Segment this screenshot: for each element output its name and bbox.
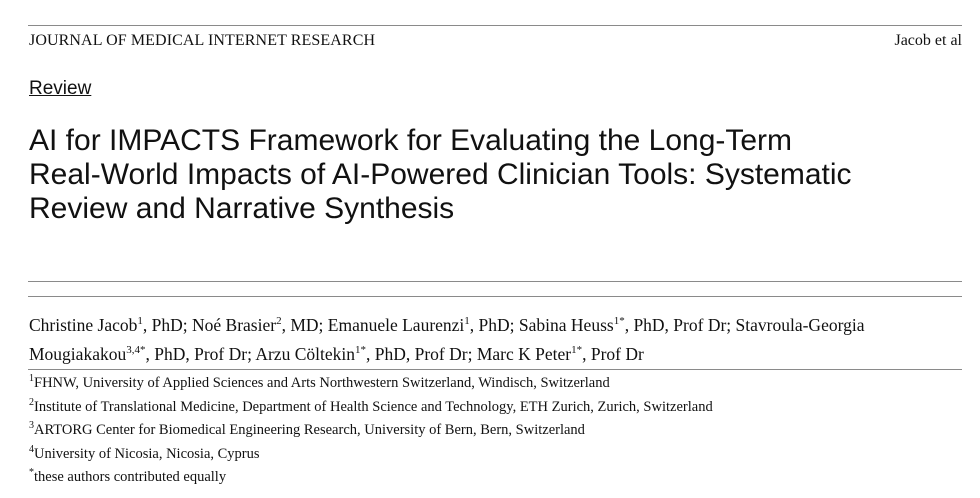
author-affil-mark: 1* xyxy=(571,344,583,356)
author-degrees: , PhD, Prof Dr; xyxy=(624,315,736,335)
journal-name: JOURNAL OF MEDICAL INTERNET RESEARCH xyxy=(29,32,376,49)
affiliation-mark: 2 xyxy=(29,396,34,408)
author-degrees: , Prof Dr xyxy=(582,344,644,364)
affiliation-mark: 4 xyxy=(29,443,34,455)
author-degrees: , MD; xyxy=(281,315,328,335)
author-degrees: , PhD; xyxy=(469,315,519,335)
author-affil-mark: 2 xyxy=(276,315,282,327)
affiliation-item xyxy=(29,372,979,396)
title-line: AI for IMPACTS Framework for Evaluating the Long-Term xyxy=(29,124,793,157)
author-name: Mougiakakou xyxy=(29,344,127,364)
author-name: Sabina Heuss xyxy=(518,315,614,335)
affiliation-text: Institute of Translational Medicine, Department of Health Science and Technology, ETH Zurich, Zurich, Switzerland xyxy=(34,398,713,415)
header-top-rule xyxy=(28,25,962,26)
author-name: Christine Jacob xyxy=(29,315,138,335)
affiliation-text: ARTORG Center for Biomedical Engineering Research, University of Bern, Bern, Switzerland xyxy=(34,422,585,438)
author-line xyxy=(29,340,979,369)
author-affil-mark: 1 xyxy=(137,315,143,327)
author-affil-mark: 1 xyxy=(464,315,470,327)
author-affil-mark: 1* xyxy=(613,315,625,327)
author-name: Noé Brasier xyxy=(192,315,277,335)
affiliation-item xyxy=(29,466,979,490)
section-label-link[interactable]: Review xyxy=(29,78,92,99)
author-affil-mark: 1* xyxy=(354,344,366,356)
author-degrees: , PhD; xyxy=(142,315,192,335)
affiliation-list xyxy=(29,372,979,490)
author-name: Stavroula-Georgia xyxy=(735,315,865,335)
authors-top-rule xyxy=(28,296,962,297)
affiliation-text: University of Nicosia, Nicosia, Cyprus xyxy=(34,445,260,462)
author-degrees: , PhD, Prof Dr; xyxy=(365,344,477,364)
affiliation-text: FHNW, University of Applied Sciences and Arts Northwestern Switzerland, Windisch, Switzerland xyxy=(34,375,610,391)
title-line: Review and Narrative Synthesis xyxy=(29,192,455,225)
article-title xyxy=(29,124,969,226)
affiliation-mark: * xyxy=(29,467,34,478)
running-head: Jacob et al xyxy=(894,32,962,49)
title-line: Real-World Impacts of AI-Powered Clinician Tools: Systematic xyxy=(29,158,852,191)
affiliation-mark: 3 xyxy=(29,420,34,431)
author-affil-mark: 3,4* xyxy=(126,344,146,356)
author-degrees: , PhD, Prof Dr; xyxy=(145,344,256,364)
affiliation-item xyxy=(29,443,979,467)
author-name: Emanuele Laurenzi xyxy=(327,315,465,335)
title-bottom-rule xyxy=(28,281,962,282)
authors-bottom-rule xyxy=(28,369,962,370)
affiliation-item xyxy=(29,396,979,420)
author-list xyxy=(29,311,979,369)
affiliation-mark: 1 xyxy=(29,373,34,384)
author-line xyxy=(29,311,979,340)
affiliation-item xyxy=(29,419,979,443)
author-name: Marc K Peter xyxy=(476,344,572,364)
affiliation-text: these authors contributed equally xyxy=(34,469,227,485)
author-name: Arzu Cöltekin xyxy=(255,344,355,364)
